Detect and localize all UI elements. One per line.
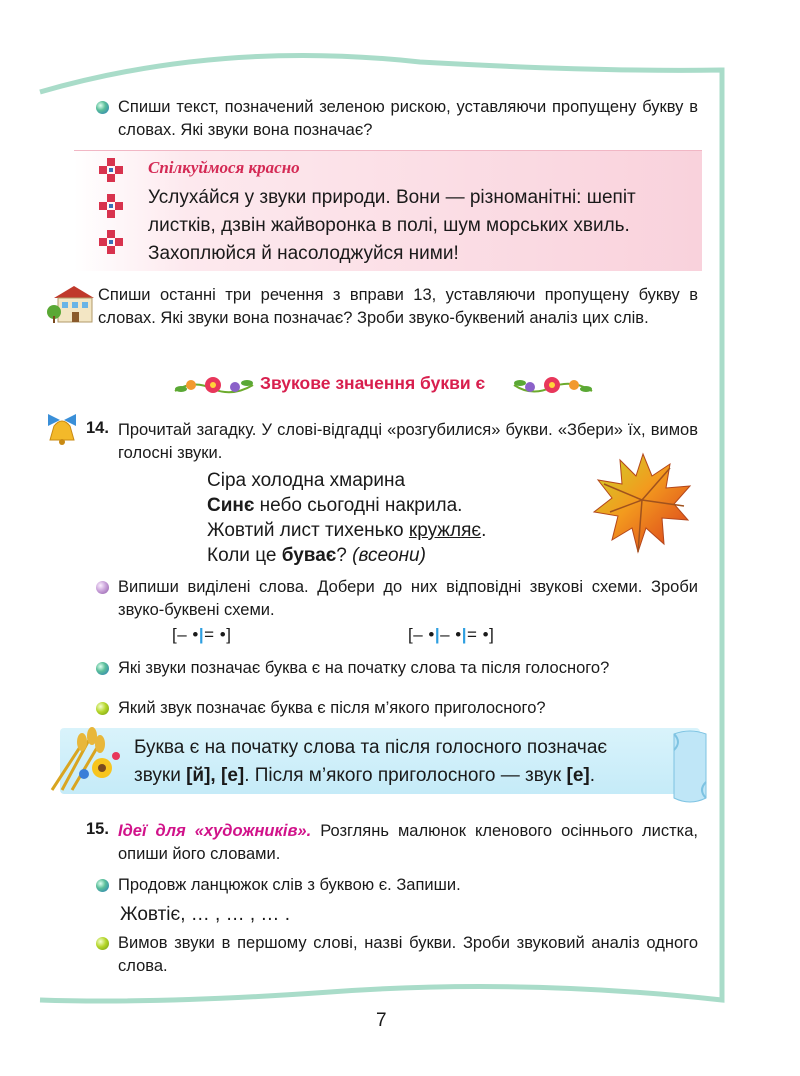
exercise-15-task2: Вимов звуки в першому слові, назві букви. Зроби звуковий аналіз одного слова. xyxy=(118,934,698,975)
poem-line: Сіра холодна хмарина xyxy=(207,470,406,491)
home-task-text: Спиши останні три речення з вправи 13, уставляючи пропущену букву в словах. Які звуки вона позначає? Зроби звуко-буквений аналіз цих слів. xyxy=(98,286,698,327)
sound-schema-1: [– •|= •] xyxy=(172,625,232,644)
rule-line: Буква є на початку слова та після голосного позначає xyxy=(134,737,608,758)
scroll-icon xyxy=(668,728,712,808)
poem-line: Коли це буває? (всеони) xyxy=(207,545,426,566)
house-icon xyxy=(46,284,96,324)
speak-box-line: Услухáйся у звуки природи. Вони — різноманітні: шепіт xyxy=(148,187,636,208)
exercise-15-title: Ідеї для «художників». xyxy=(118,822,312,840)
wheat-bouquet-icon xyxy=(42,724,128,794)
speak-box-line: Захоплюйся й насолоджуйся ними! xyxy=(148,243,459,264)
exercise-15-number: 15. xyxy=(86,820,109,838)
speak-box-text xyxy=(148,184,636,268)
bullet-icon xyxy=(96,101,109,114)
riddle-poem xyxy=(207,468,486,568)
sound-schema-2: [– •|– •|= •] xyxy=(408,625,495,644)
exercise-15-task1: Продовж ланцюжок слів з буквою є. Запиши. xyxy=(118,876,461,894)
flower-ornament-right-icon xyxy=(512,371,594,399)
word-chain: Жовтіє, … , … , … . xyxy=(120,904,290,925)
riddle-answer: (всеони) xyxy=(352,545,426,566)
bullet-icon xyxy=(96,662,109,675)
maple-leaf-icon xyxy=(588,448,698,558)
rule-text xyxy=(134,734,607,790)
embroidery-ornament-icon xyxy=(92,156,130,266)
exercise-14-task3: Який звук позначає буква є після м’якого приголосного? xyxy=(118,699,546,717)
rule-line: звуки [й], [е]. Після м’якого приголосного — звук [е]. xyxy=(134,765,596,786)
exercise-14-task1: Випиши виділені слова. Добери до них відповідні звукові схеми. Зроби звуко-буквені схеми. xyxy=(118,578,698,619)
poem-bold-word: Синє xyxy=(207,495,255,516)
speak-box-title: Спілкуймося красно xyxy=(148,158,300,177)
poem-line: Синє небо сьогодні накрила. xyxy=(207,495,463,516)
exercise-14-text: Прочитай загадку. У слові-відгадці «розгубилися» букви. «Збери» їх, вимов голосні звуки. xyxy=(118,421,698,462)
page-number: 7 xyxy=(376,1010,387,1031)
intro-task-text: Спиши текст, позначений зеленою рискою, уставляючи пропущену букву в словах. Які звуки вона позначає? xyxy=(118,98,698,139)
flower-ornament-left-icon xyxy=(173,371,255,399)
bullet-icon xyxy=(96,937,109,950)
exercise-14-task2: Які звуки позначає буква є на початку слова та після голосного? xyxy=(118,659,610,677)
poem-bold-word: буває xyxy=(281,545,337,566)
bullet-icon xyxy=(96,702,109,715)
bullet-icon xyxy=(96,879,109,892)
poem-underlined-word: кружляє xyxy=(408,520,482,541)
section-title: Звукове значення букви є xyxy=(260,373,486,393)
bell-icon xyxy=(40,404,84,448)
poem-line: Жовтий лист тихенько кружляє. xyxy=(207,520,487,541)
exercise-15-text: Ідеї для «художників». Розглянь малюнок кленового осіннього листка, опиши його словами. xyxy=(118,822,698,863)
speak-box-line: листків, дзвін жайворонка в полі, шум морських хвиль. xyxy=(148,215,630,236)
bullet-icon xyxy=(96,581,109,594)
exercise-14-number: 14. xyxy=(86,419,109,437)
